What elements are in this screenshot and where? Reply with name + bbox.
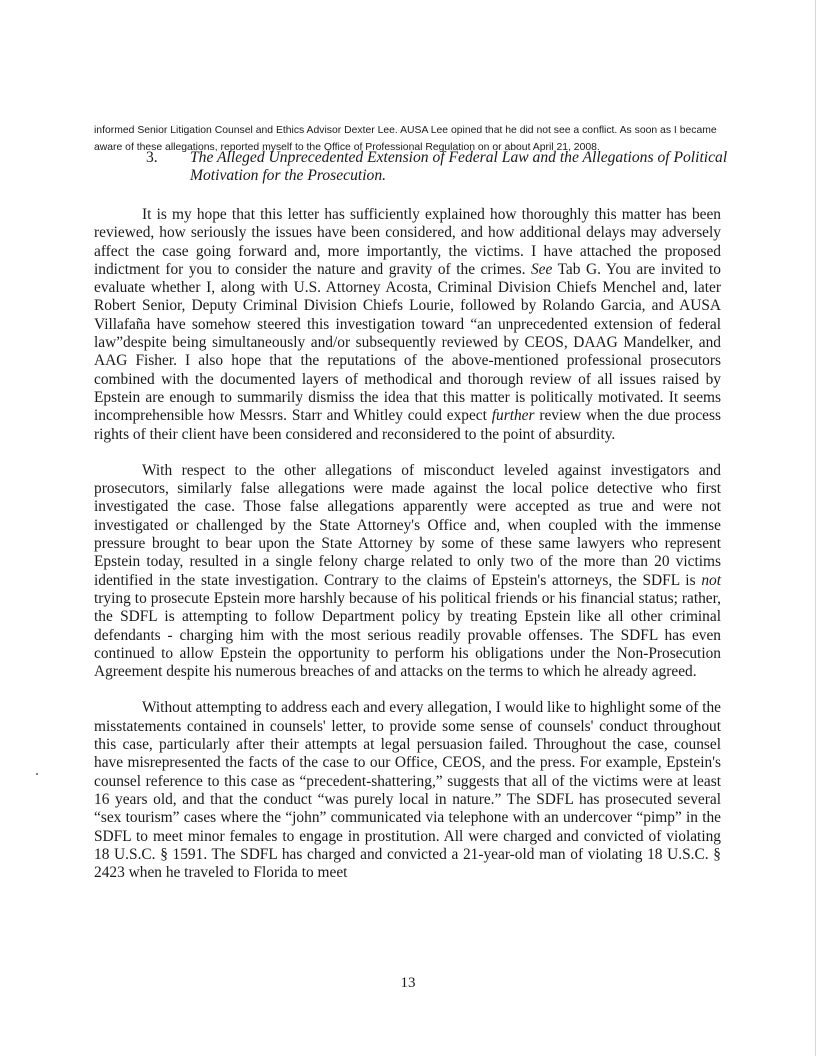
scan-speck: [36, 773, 38, 775]
paragraph-hope: [94, 206, 721, 444]
section-heading: [146, 149, 736, 185]
paragraph-misconduct: [94, 462, 721, 682]
citation-signal: See: [530, 260, 553, 278]
paragraph-text: Tab G. You are invited to evaluate whether I, along with U.S. Attorney Acosta, Criminal Division Chiefs Menchel and, later Robert Senior, Deputy Criminal Division Chiefs Lourie, followed by Rolando Garcia, and AUSA Villafaña have somehow steered this investigation toward “an unprecedented extension of federal law”despite being simultaneously and/or subsequently reviewed by CEOS, DAAG Mandelker, and AAG Fisher. I also hope that the reputations of the above-mentioned professional prosecutors combined with the documented layers of methodical and thorough review of all issues raised by Epstein are enough to summarily dismiss the idea that this matter is politically motivated. It seems incomprehensible how Messrs. Starr and Whitley could expect: [94, 260, 721, 425]
paragraph-text: review when the due process rights of their client have been considered and reconsidered to the point of absurdity.: [94, 407, 721, 443]
paragraph-misstatements: Without attempting to address each and every allegation, I would like to highlight some of the misstatements contained in counsels' letter, to provide some sense of counsels' conduct throughout this case, particularly after their attempts at legal persuasion failed. Throughout the case, counsel have misrepresented the facts of the case to our Office, CEOS, and the press. For example, Epstein's counsel reference to this case as “precedent-shattering,” suggests that all of the victims were at least 16 years old, and that the conduct “was purely local in nature.” The SDFL has prosecuted several “sex tourism” cases where the “john” communicated via telephone with an undercover “pimp” in the SDFL to meet minor females to engage in prostitution. All were charged and convicted of violating 18 U.S.C. § 1591. The SDFL has charged and convicted a 21-year-old man of violating 18 U.S.C. § 2423 when he traveled to Florida to meet: [94, 699, 721, 882]
emphasis-word: not: [701, 571, 721, 589]
body-text: [94, 206, 721, 900]
paragraph-text: With respect to the other allegations of misconduct leveled against investigators and prosecutors, similarly false allegations were made against the local police detective who first investigated the case. Those false allegations apparently were accepted as true and were not investigated or challenged by the State Attorney's Office and, when coupled with the immense pressure brought to bear upon the State Attorney by some of these same lawyers who represent Epstein today, resulted in a single felony charge related to only two of the more than 20 victims identified in the state investigation. Contrary to the claims of Epstein's attorneys, the SDFL is: [94, 461, 721, 589]
emphasis-word: further: [491, 407, 535, 425]
carryover-paragraph: informed Senior Litigation Counsel and Ethics Advisor Dexter Lee. AUSA Lee opined that he did not see a conflict. As soon as I became aware of these allegations, reported myself to the Office of Professional Regulation on or about April 21, 2008.: [94, 125, 717, 153]
paragraph-text: It is my hope that this letter has sufficiently explained how thoroughly this matter has been reviewed, how seriously the issues have been considered, and how additional delays may adversely affect the case going forward and, more importantly, the victims. I have attached the proposed indictment for you to consider the nature and gravity of the crimes.: [94, 206, 721, 278]
section-title: The Alleged Unprecedented Extension of Federal Law and the Allegations of Political Motivation for the Prosecution.: [190, 149, 728, 184]
section-number: 3.: [146, 149, 158, 166]
paragraph-text: trying to prosecute Epstein more harshly because of his political friends or his financial status; rather, the SDFL is attempting to follow Department policy by treating Epstein like all other criminal defendants - charging him with the most serious readily provable offenses. The SDFL has even continued to allow Epstein the opportunity to perform his obligations under the Non-Prosecution Agreement despite his numerous breaches of and attacks on the terms to which he already agreed.: [94, 589, 721, 681]
page-number: 13: [400, 975, 416, 991]
